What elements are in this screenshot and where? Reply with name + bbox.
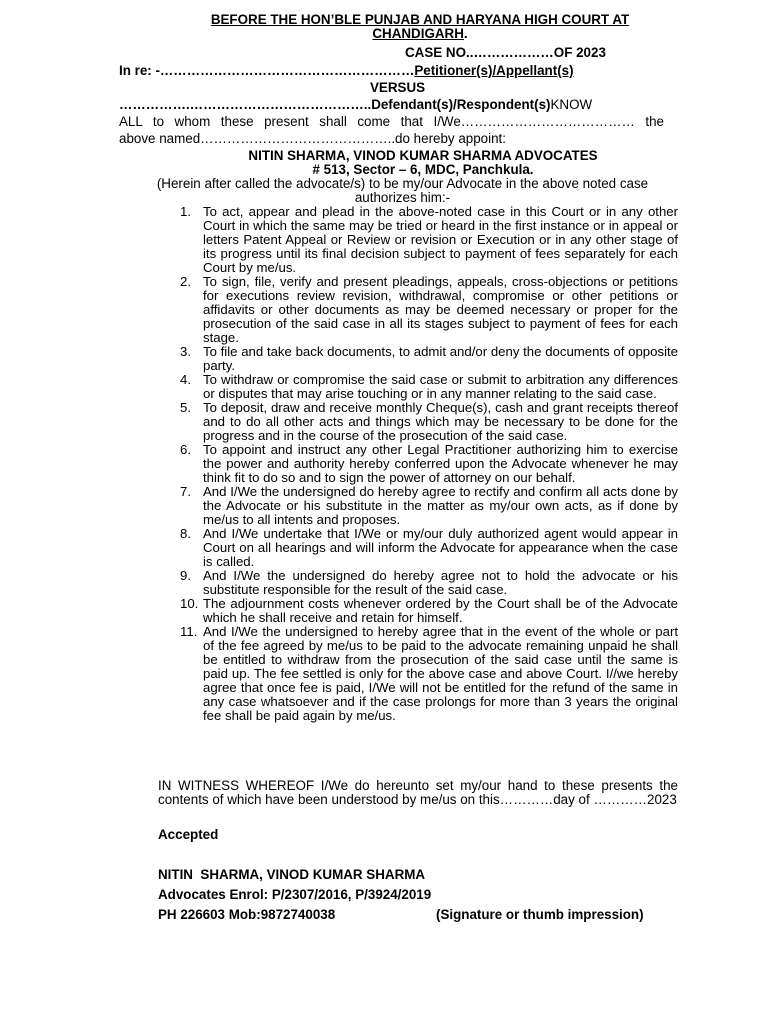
- clause-item: [158, 443, 678, 485]
- clause-item: [158, 625, 678, 723]
- clause-item: [158, 485, 678, 527]
- advocate-address: # 513, Sector – 6, MDC, Panchkula.: [312, 162, 534, 177]
- clause-item: [158, 373, 678, 401]
- clause-text: To deposit, draw and receive monthly Cheque(s), cash and grant receipts thereof and to do all other acts and things which may be necessary to be done for the progress and in the course of the prosecution of the said case.: [203, 400, 678, 443]
- accepted-label: Accepted: [158, 827, 219, 842]
- clause-number: 4.: [180, 372, 191, 387]
- clause-item: [158, 401, 678, 443]
- witness-clause: IN WITNESS WHEREOF I/We do hereunto set my/our hand to these presents the contents of which have been understood by me/us on this…………day of …………2023: [158, 778, 678, 807]
- in-re-line: [119, 64, 574, 78]
- clause-text: To act, appear and plead in the above-noted case in this Court or in any other Court in which the same may be tried or heard in the first instance or in appeal or letters Patent Appeal or Review or revision or Execution or in any other stage of its progress until its final decision subject to payment of fees separately for each Court by me/us.: [203, 204, 678, 275]
- clause-item: [158, 205, 678, 275]
- clause-item: [158, 345, 678, 373]
- clause-number: 5.: [180, 400, 191, 415]
- clause-text: To file and take back documents, to admit and/or deny the documents of opposite party.: [203, 344, 678, 373]
- clause-number: 11.: [180, 624, 198, 639]
- petitioner-label: Petitioner(s)/Appellant(s): [414, 63, 574, 78]
- in-re-prefix: In re: -…………………………………………………: [119, 63, 415, 78]
- court-title-period: .: [463, 26, 468, 41]
- clause-item: [158, 597, 678, 625]
- clause-number: 6.: [180, 442, 191, 457]
- clause-item: [158, 275, 678, 345]
- clause-text: And I/We undertake that I/We or my/our duly authorized agent would appear in Court on all hearings and will inform the Advocate for appearance when the case is called.: [203, 526, 678, 569]
- clause-item: [158, 569, 678, 597]
- clause-number: 10.: [180, 596, 199, 611]
- court-title: BEFORE THE HON’BLE PUNJAB AND HARYANA HIGH COURT AT CHANDIGARH.: [210, 12, 630, 41]
- phone-numbers: PH 226603 Mob:9872740038: [158, 907, 336, 922]
- clause-number: 2.: [180, 274, 191, 289]
- case-number-line: CASE NO..………………OF 2023: [405, 45, 606, 60]
- clause-text: To withdraw or compromise the said case or submit to arbitration any differences or disputes that may arise touching or in any manner relating to the said case.: [203, 372, 678, 401]
- clause-number: 9.: [180, 568, 191, 583]
- clause-number: 7.: [180, 484, 191, 499]
- clause-item: [158, 527, 678, 569]
- clause-text: And I/We the undersigned to hereby agree that in the event of the whole or part of the fee agreed by me/us to be paid to the advocate remaining unpaid he shall be entitled to withdraw from the prosecution of the said case until the same is paid up. The fee settled is only for the above case and above Court. I//we hereby agree that once fee is paid, I/We will not be entitled for the refund of the same in any case whatsoever and if the case prolongs for more than 3 years the original fee shall be paid again by me/us.: [203, 624, 678, 723]
- defendant-label: …………….…………………………………..Defendant(s)/Respondent(s): [119, 97, 551, 112]
- clause-text: To sign, file, verify and present pleadings, appeals, cross-objections or petitions for executions review revision, withdrawal, compromise or other petitions or affidavits or other documents as may be deemed necessary or proper for the prosecution of the said case in all its stages subject to payment of fees for each stage.: [203, 274, 678, 345]
- signatory-names: NITIN SHARMA, VINOD KUMAR SHARMA: [158, 867, 426, 882]
- clause-text: To appoint and instruct any other Legal Practitioner authorizing him to exercise the power and authority hereby conferred upon the Advocate whenever he may think fit to do so and to sign the power of attorney on our behalf.: [203, 442, 678, 485]
- clause-text: The adjournment costs whenever ordered by the Court shall be of the Advocate which he shall receive and retain for himself.: [203, 596, 678, 625]
- authority-clauses-list: [158, 205, 678, 723]
- defendant-line: [119, 98, 679, 112]
- clause-number: 8.: [180, 526, 191, 541]
- clause-number: 1.: [180, 204, 191, 219]
- above-named-line: above named……………………………………..do hereby appoint:: [119, 131, 506, 146]
- appointment-line: ALL to whom these present shall come that I/We………………………………… the: [119, 114, 664, 129]
- clause-text: And I/We the undersigned do hereby agree to rectify and confirm all acts done by the Advocate or his substitute in the matter as my/our own acts, as if done by me/us to all intents and proposes.: [203, 484, 678, 527]
- enrolment-numbers: Advocates Enrol: P/2307/2016, P/3924/2019: [158, 887, 432, 902]
- herein-after-clause: (Herein after called the advocate/s) to be my/our Advocate in the above noted case authorizes him:-: [156, 176, 649, 205]
- know-word: KNOW: [550, 97, 593, 112]
- advocate-name: NITIN SHARMA, VINOD KUMAR SHARMA ADVOCATES: [248, 148, 598, 163]
- versus-label: VERSUS: [370, 80, 426, 95]
- clause-text: And I/We the undersigned do hereby agree not to hold the advocate or his substitute responsible for the result of the said case.: [203, 568, 678, 597]
- clause-number: 3.: [180, 344, 191, 359]
- signature-note: (Signature or thumb impression): [436, 907, 644, 922]
